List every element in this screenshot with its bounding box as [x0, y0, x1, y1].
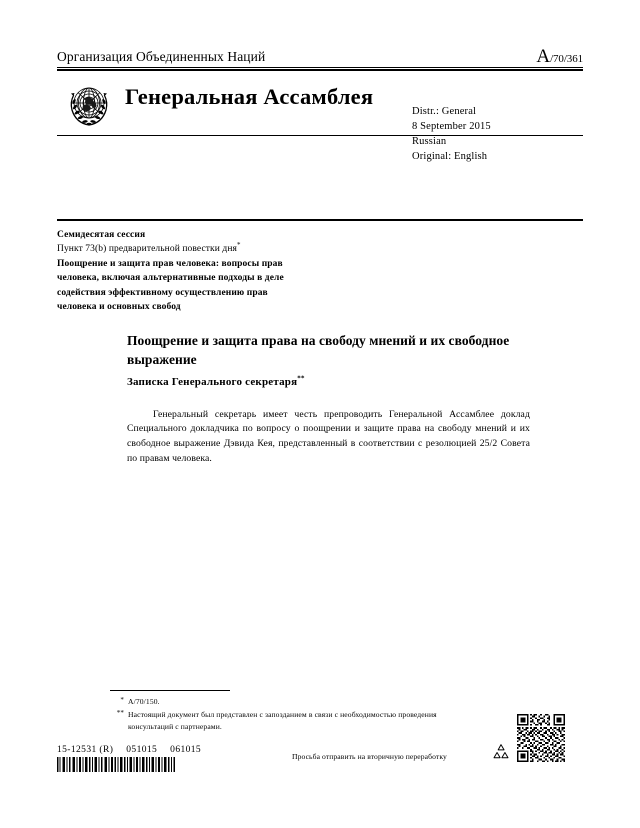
masthead	[57, 71, 583, 162]
footnote-separator	[110, 690, 230, 691]
agenda-item-text: Пункт 73(b) предварительной повестки дня	[57, 244, 238, 255]
document-symbol	[536, 47, 583, 66]
distr-language: Russian	[412, 135, 447, 147]
job-number	[57, 745, 201, 755]
barcode	[57, 757, 175, 772]
session-name: Семидесятая сессия	[57, 230, 146, 240]
date-code-2: 061015	[170, 745, 202, 755]
footnote-text: A/70/150.	[128, 697, 160, 706]
distr-original: Original: English	[412, 150, 488, 162]
footnote-item	[110, 709, 480, 733]
recycle-icon	[490, 742, 512, 763]
recycle-message: Просьба отправить на вторичную переработку	[292, 752, 447, 761]
organization-name: Организация Объединенных Наций	[57, 49, 266, 65]
footnotes-block	[110, 695, 480, 732]
job-number-value: 15-12531 (R)	[57, 745, 114, 755]
subtitle-footnote-mark: **	[297, 374, 305, 383]
document-header	[57, 46, 583, 162]
footnote-mark: **	[116, 708, 124, 717]
agenda-item-footnote-mark: *	[237, 241, 241, 250]
document-subtitle-text: Записка Генерального секретаря	[127, 376, 298, 389]
document-symbol-prefix: A	[536, 46, 551, 67]
body-paragraph: Генеральный секретарь имеет честь препроводить Генеральной Ассамблее доклад Специального докладчика по вопросу о поощрении и защите права на свободу мнений и их свободное выражение Дэвида Кея, представленный в соответствии с резолюцией 25/2 Совета по правам человека.	[127, 408, 530, 464]
footnote-text: Настоящий документ был представлен с запозданием в связи с необходимостью проведения консультаций с партнерами.	[128, 709, 437, 731]
qr-code	[517, 714, 565, 762]
distr-line: Distr.: General	[412, 106, 477, 117]
session-top-rule	[57, 219, 583, 221]
header-bottom-rule	[57, 135, 583, 136]
date-code-1: 051015	[126, 745, 158, 755]
general-assembly-title: Генеральная Ассамблея	[125, 84, 374, 109]
document-symbol-suffix: /70/361	[550, 53, 583, 65]
distr-date: 8 September 2015	[412, 120, 491, 132]
agenda-title-line-4: человека и основных свобод	[57, 302, 181, 313]
page-title: Поощрение и защита права на свободу мнений и их свободное выражение	[127, 333, 510, 368]
session-block	[57, 228, 387, 315]
header-top-row	[57, 46, 583, 67]
agenda-item	[57, 242, 387, 256]
agenda-title-line-2: человека, включая альтернативные подходы в деле	[57, 273, 284, 284]
un-emblem-icon	[63, 79, 115, 129]
agenda-title-line-1: Поощрение и защита прав человека: вопросы прав	[57, 258, 283, 269]
document-subtitle	[127, 376, 527, 388]
footnote-mark: *	[120, 696, 124, 704]
agenda-title-line-3: содействия эффективному осуществлению прав	[57, 287, 268, 298]
footnote-item	[110, 696, 480, 708]
